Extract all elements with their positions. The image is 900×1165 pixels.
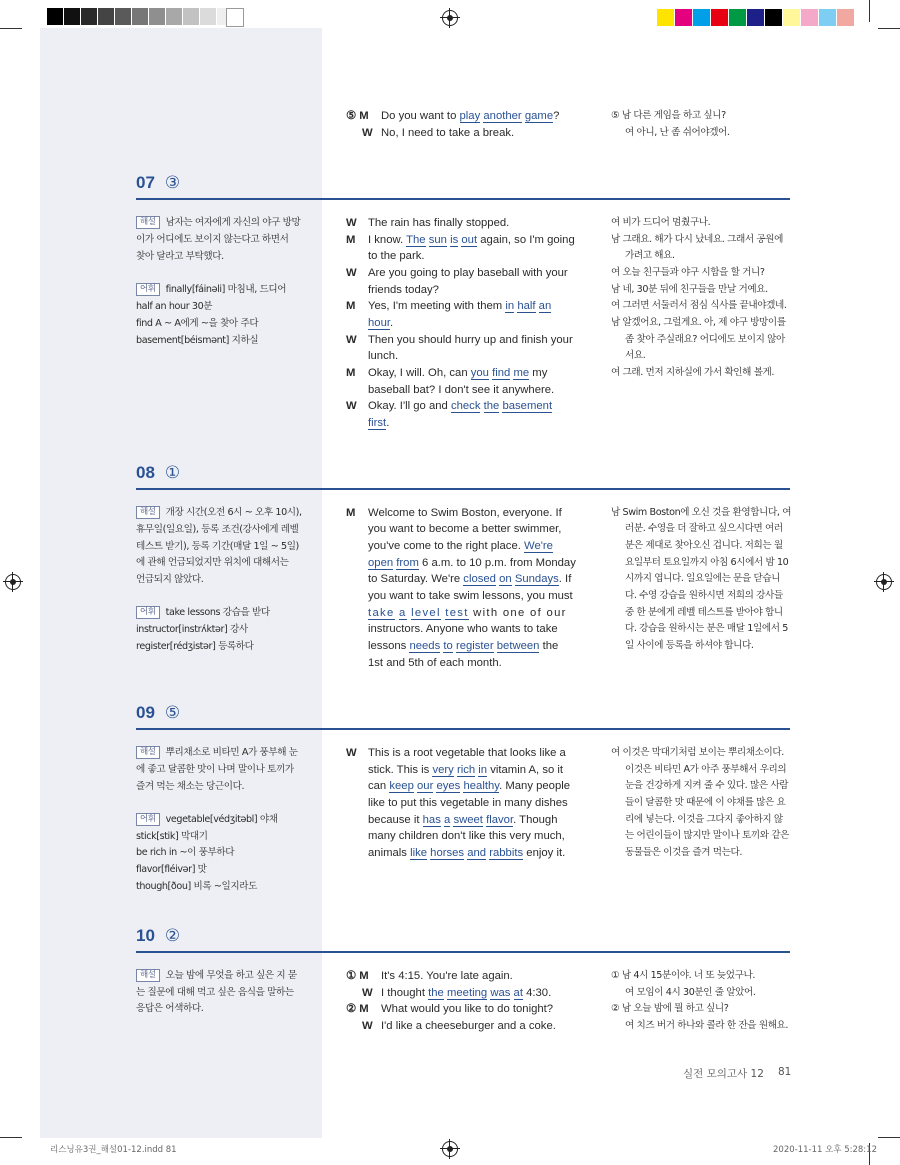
crop-mark <box>0 1137 22 1138</box>
section-divider <box>136 198 790 200</box>
section-title: 실전 모의고사 12 <box>683 1068 764 1080</box>
crop-mark <box>0 28 22 29</box>
crop-mark <box>878 28 900 29</box>
crop-mark <box>869 0 870 22</box>
registration-mark-bottom <box>442 1141 458 1157</box>
registration-mark-left <box>5 574 21 590</box>
section-divider <box>136 951 790 953</box>
print-timestamp: 2020-11-11 오후 5:28:12 <box>773 1145 877 1155</box>
crop-mark <box>878 1137 900 1138</box>
registration-mark-top <box>442 10 458 26</box>
section-divider <box>136 488 790 490</box>
page-number: 81 <box>778 1066 792 1078</box>
question-header: 08 ① <box>136 463 181 482</box>
section-divider <box>136 728 790 730</box>
file-name: 리스닝유3권_해설01-12.indd 81 <box>50 1145 177 1155</box>
question-header: 09 ⑤ <box>136 703 181 722</box>
question-header: 10 ② <box>136 926 181 945</box>
question-header: 07 ③ <box>136 173 181 192</box>
dialogue-line: Do you want to play another game? <box>381 110 560 122</box>
registration-mark-right <box>876 574 892 590</box>
